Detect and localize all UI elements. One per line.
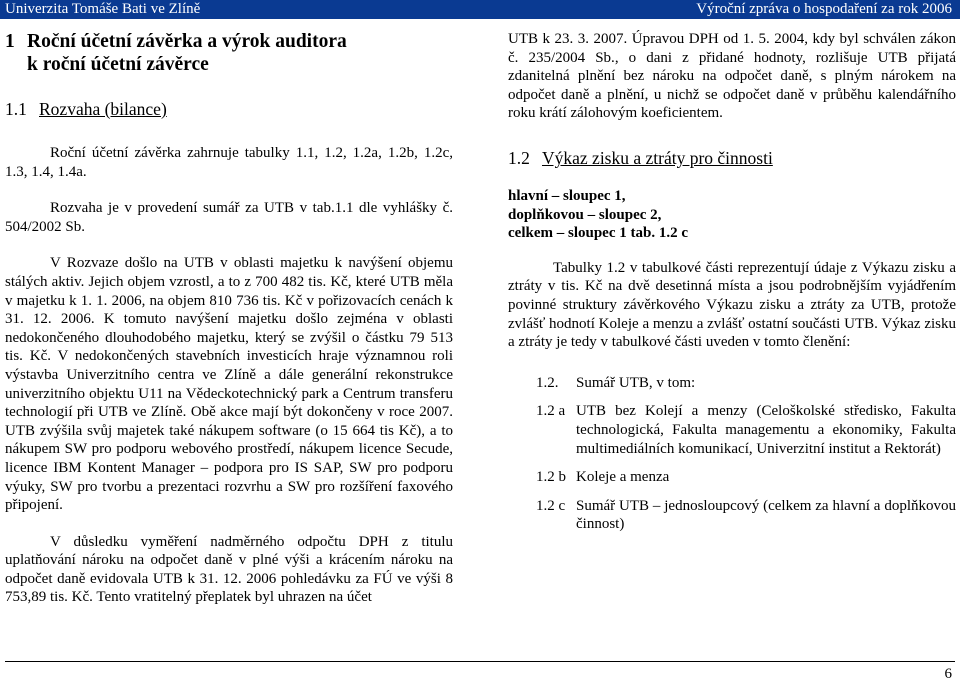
chapter-title-line1: Roční účetní závěrka a výrok auditora — [27, 31, 347, 52]
section-heading-1-1 — [5, 98, 453, 120]
list-item-text: Sumář UTB, v tom: — [576, 374, 696, 391]
paragraph-income-statement: Tabulky 1.2 v tabulkové části reprezentují údaje z Výkazu zisku a ztráty v tis. Kč na dvě desetinná místa a jsou podrobnějším vyjádřením povinné struktury závěrkového Výkazu zisku a ztráty za UTB, protože zvlášť hodnotí Koleje a menzu a zvlášť ostatní součásti UTB. Výkaz zisku a ztráty je tedy v tabulkové části uveden v tomto členění: — [508, 259, 956, 351]
investments-text: V nedokončených stavebních investicích hraje významnou roli výstavba Univerzitního centra ve Zlíně a dále generální rekonstrukce univerzitního objektu U11 na Vědeckotechnický park a Centrum transferu technologií při UTB ve Zlíně. Obě akce mají být dokončeny v roce 2007. UTB zvýšila svůj majetek také nákupem software (o 15 664 tis Kč), a to nákupem SW pro podporu webového prostředí, nákupem licence Secude, licence IBM Kontent Manager – podpora pro IS SAP, SW pro podporu výuky, SW pro tvorbu a prezentaci rozvrhu a SW pro rozšíření faxového připojení. — [5, 348, 453, 514]
activity-supplementary: doplňkovou – sloupec 2, — [508, 206, 662, 223]
section-title: Výkaz zisku a ztráty pro činnosti — [542, 147, 773, 168]
vat-continued-text: UTB k 23. 3. 2007. Úpravou DPH od 1. 5. 2004, kdy byl schválen zákon č. 235/2004 Sb. — [508, 31, 956, 66]
list-item-code: 1.2 c — [536, 497, 566, 514]
list-item-text: Sumář UTB – jednosloupcový (celkem za hlavní a doplňkovou činnost) — [576, 497, 956, 533]
section-heading-1-2 — [508, 147, 956, 169]
section-title: Rozvaha (bilance) — [39, 99, 167, 119]
list-item — [508, 402, 956, 458]
header-report-title: Výroční zpráva o hospodaření za rok 2006 — [696, 1, 952, 17]
chapter-heading — [5, 30, 453, 76]
left-column — [5, 30, 453, 607]
activity-total: celkem – sloupec 1 tab. 1.2 c — [508, 225, 688, 242]
paragraph-balance-form: Rozvaha je v provedení sumář za UTB v tab.1.1 dle vyhlášky č. 504/2002 Sb. — [5, 200, 453, 235]
footer-divider — [5, 661, 955, 662]
section-number: 1.1 — [5, 99, 27, 119]
header-university-name: Univerzita Tomáše Bati ve Zlíně — [5, 1, 201, 17]
activity-columns — [508, 187, 956, 243]
paragraph-vat: V důsledku vyměření nadměrného odpočtu DPH z titulu uplatňování nároku na odpočet daně v plné výši a krácením nároku na odpočet daně evidovala UTB k 31. 12. 2006 pohledávku za FÚ ve výši 8 753,89 tis. Kč. Tento vratitelný přeplatek byl uhrazen na účet — [5, 533, 453, 606]
page-header — [0, 0, 960, 19]
assets-text: V Rozvaze došlo na UTB v oblasti majetku k navýšení objemu stálých aktiv. Jejich objem vzrostl, a to z 700 482 tis. Kč, které UTB měla v majetku k 1. 1. 2006, na objem 810 736 tis. Kč v pořizovacích cenách k 31. 12. 2006. K tomuto navýšení majetku došlo zejména v oblasti nedokončeného dlouhodobého majetku, který se zvýšil o částku 79 513 tis. Kč. — [5, 255, 453, 365]
list-item — [508, 497, 956, 534]
list-item-code: 1.2 a — [536, 403, 566, 420]
section-number: 1.2 — [508, 147, 530, 168]
chapter-number: 1 — [5, 31, 15, 52]
paragraph-assets — [5, 254, 453, 514]
page-number: 6 — [944, 666, 952, 682]
list-item-text: UTB bez Kolejí a menzy (Celoškolské středisko, Fakulta technologická, Fakulta managementu a ekonomiky, Fakulta multimediálních komunikací, Univerzitní institut a Rektorát) — [576, 403, 956, 457]
chapter-title-line2: k roční účetní závěrce — [27, 54, 209, 75]
list-item-text: Koleje a menza — [576, 469, 670, 486]
list-item — [508, 468, 956, 487]
list-item — [508, 374, 956, 393]
breakdown-list — [508, 374, 956, 534]
paragraph-tables: Roční účetní závěrka zahrnuje tabulky 1.1, 1.2, 1.2a, 1.2b, 1.2c, 1.3, 1.4, 1.4a. — [5, 145, 453, 180]
vat-law-text: , o dani z přidané hodnoty, rozlišuje UTB přijatá zdanitelná plnění bez nároku na odpočet daně, s plným nárokem na odpočet daně a plnění, u nichž se odpočet daně v průběhu kalendářního roku krátí zálohovým koeficientem. — [508, 49, 956, 122]
paragraph-vat-continued — [508, 30, 956, 123]
activity-main: hlavní – sloupec 1, — [508, 187, 626, 204]
list-item-code: 1.2 b — [536, 469, 566, 486]
list-item-code: 1.2. — [536, 374, 559, 391]
right-column — [508, 30, 956, 544]
